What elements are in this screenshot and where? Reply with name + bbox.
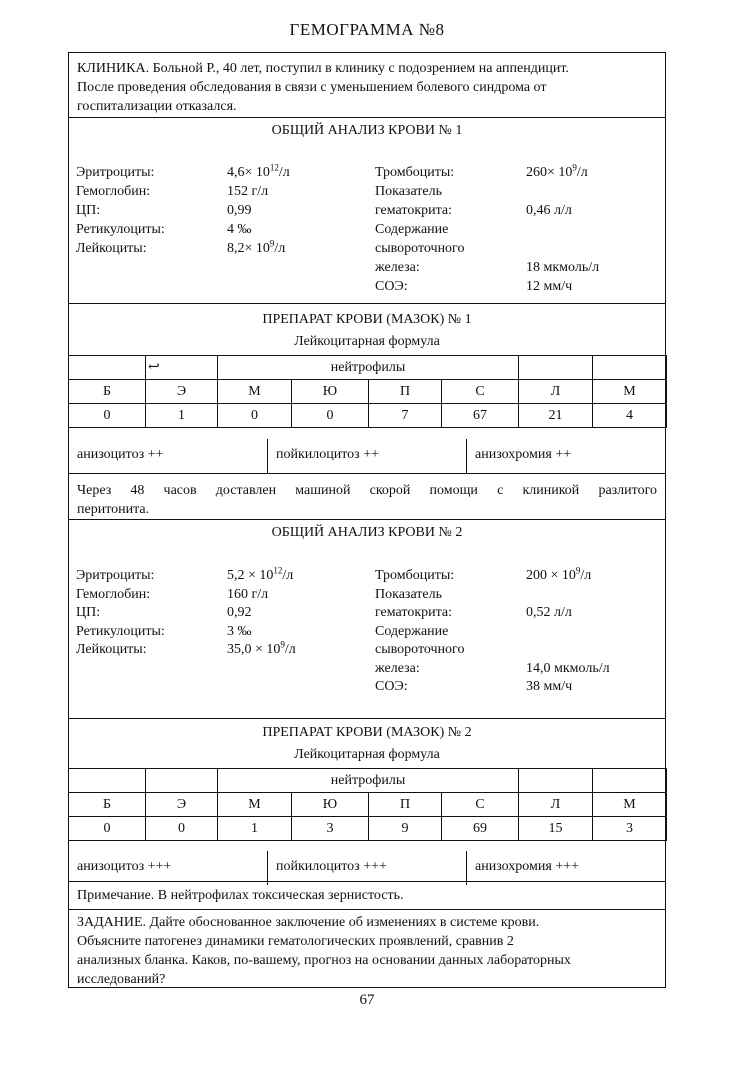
analysis2-title: ОБЩИЙ АНАЛИЗ КРОВИ № 2 (271, 525, 463, 540)
transition-text (77, 481, 657, 519)
smear1-morphology (69, 439, 665, 473)
field-label: Ретикулоциты: (76, 222, 165, 237)
cell-basophils-header: Б (69, 793, 146, 817)
field-value: 3 ‰ (227, 623, 252, 639)
poikilocytosis-note: пойкилоцитоз ++ (267, 439, 466, 473)
table-cell (519, 356, 593, 380)
field-label: Показатель (375, 586, 442, 602)
cell-band-value: 7 (369, 404, 442, 428)
table-cell (69, 769, 146, 793)
cell-basophils-header: Б (69, 380, 146, 404)
field-label: сывороточного (375, 241, 465, 256)
field-value: 152 г/л (227, 184, 269, 199)
task-text (77, 913, 657, 989)
cell-band-header: П (369, 380, 442, 404)
field-label: железа: (375, 660, 420, 676)
cell-monocytes-header: М (593, 793, 667, 817)
field-label: Лейкоциты: (76, 241, 147, 256)
field-label: Гемоглобин: (76, 184, 151, 199)
table-row (69, 380, 667, 404)
divider (69, 473, 665, 474)
task-line: Объясните патогенез динамики гематологических проявлений, сравнив 2 (77, 934, 514, 949)
field-value: 0,99 (227, 203, 252, 218)
divider (69, 303, 665, 304)
field-value: $8,2\times 10^9/л$ (227, 238, 286, 256)
divider (69, 718, 665, 719)
field-label: гематокрита: (375, 203, 453, 218)
cell-basophils-value: 0 (69, 817, 146, 841)
table-row (69, 817, 667, 841)
clinic-line: КЛИНИКА. Больной Р., 40 лет, поступил в клинику с подозрением на аппендицит. (77, 61, 569, 76)
field-label: ЦП: (76, 203, 101, 218)
cell-myelocytes-header: М (218, 380, 292, 404)
cell-metamyelocytes-value: 0 (292, 404, 369, 428)
table-cell (69, 356, 146, 380)
cell-eosinophils-header: Э (146, 793, 218, 817)
field-value: $4,6\times 10^{12}/л$ (227, 162, 290, 180)
cell-myelocytes-value: 0 (218, 404, 292, 428)
anisochromia-note: анизохромия ++ (466, 439, 665, 473)
cell-myelocytes-header: М (218, 793, 292, 817)
cell-monocytes-header: М (593, 380, 667, 404)
table-row (69, 793, 667, 817)
curly-arrow-icon: ↩ (146, 356, 218, 380)
field-label: Тромбоциты: (375, 165, 455, 180)
field-value: 4 ‰ (227, 222, 252, 237)
table-cell (146, 769, 218, 793)
transition-line: Через 48 часов доставлен машиной скорой помощи с клиникой разлитого (77, 483, 657, 498)
field-value: $35,0 \times 10^9/л$ (227, 639, 296, 657)
smear2-table (68, 768, 667, 841)
field-value: 160 г/л (227, 586, 269, 602)
field-label: Ретикулоциты: (76, 623, 165, 639)
smear2-morphology (69, 851, 665, 885)
anisocytosis-note: анизоцитоз ++ (77, 447, 164, 462)
anisochromia-note: анизохромия +++ (466, 851, 665, 885)
task-line: ЗАДАНИЕ. Дайте обоснованное заключение об изменениях в системе крови. (77, 915, 540, 930)
field-value: 0,46 л/л (526, 203, 572, 218)
smear2-title: ПРЕПАРАТ КРОВИ (МАЗОК) № 2 (262, 725, 472, 740)
cell-monocytes-value: 4 (593, 404, 667, 428)
cell-band-value: 9 (369, 817, 442, 841)
field-label: Тромбоциты: (375, 568, 455, 583)
neutrophils-header: нейтрофилы (218, 356, 519, 380)
divider (69, 117, 665, 118)
cell-eosinophils-value: 1 (146, 404, 218, 428)
divider (69, 881, 665, 882)
table-row (69, 769, 667, 793)
cell-lymphocytes-value: 15 (519, 817, 593, 841)
field-value: 14,0 мкмоль/л (526, 660, 610, 676)
clinic-line: После проведения обследования в связи с уменьшением болевого синдрома от (77, 80, 547, 95)
page-title: ГЕМОГРАММА №8 (289, 20, 445, 39)
cell-segmented-header: С (442, 793, 519, 817)
anisocytosis-note: анизоцитоз +++ (77, 859, 172, 874)
divider (69, 519, 665, 520)
smear1-title: ПРЕПАРАТ КРОВИ (МАЗОК) № 1 (262, 312, 472, 327)
field-label: гематокрита: (375, 605, 453, 620)
cell-band-header: П (369, 793, 442, 817)
cell-metamyelocytes-header: Ю (292, 793, 369, 817)
table-cell (593, 356, 667, 380)
clinic-line: госпитализации отказался. (77, 99, 237, 114)
note-text: Примечание. В нейтрофилах токсическая зернистость. (77, 888, 404, 903)
field-value: 0,52 л/л (526, 605, 572, 620)
field-label: Эритроциты: (76, 568, 155, 583)
table-row (69, 404, 667, 428)
field-value: 18 мкмоль/л (526, 260, 600, 275)
field-label: СОЭ: (375, 679, 408, 694)
task-line: исследований? (77, 972, 166, 987)
table-cell (519, 769, 593, 793)
clinic-text (77, 59, 657, 116)
divider (69, 909, 665, 910)
field-value: 12 мм/ч (526, 279, 573, 294)
task-line: анализных бланка. Каков, по-вашему, прогноз на основании данных лабораторных (77, 953, 571, 968)
cell-lymphocytes-header: Л (519, 793, 593, 817)
cell-eosinophils-value: 0 (146, 817, 218, 841)
smear1-table (68, 355, 667, 428)
field-label: Эритроциты: (76, 165, 155, 180)
cell-basophils-value: 0 (69, 404, 146, 428)
field-label: Содержание (375, 623, 449, 639)
field-label: железа: (375, 260, 420, 275)
field-label: ЦП: (76, 605, 101, 620)
field-value: $260\times 10^9/л$ (526, 162, 588, 180)
field-label: СОЭ: (375, 279, 408, 294)
field-label: сывороточного (375, 642, 465, 657)
field-label: Лейкоциты: (76, 642, 147, 657)
field-value: $200 \times 10^9/л$ (526, 565, 592, 583)
cell-metamyelocytes-header: Ю (292, 380, 369, 404)
hemogram-form (68, 52, 666, 988)
field-label: Показатель (375, 184, 442, 199)
cell-myelocytes-value: 1 (218, 817, 292, 841)
field-value: 0,92 (227, 605, 252, 620)
cell-segmented-value: 69 (442, 817, 519, 841)
field-value: $5,2 \times 10^{12}/л$ (227, 565, 294, 583)
field-value: 38 мм/ч (526, 679, 573, 694)
table-row (69, 356, 667, 380)
cell-lymphocytes-header: Л (519, 380, 593, 404)
cell-segmented-header: С (442, 380, 519, 404)
transition-line: перитонита. (77, 502, 150, 517)
page-number: 67 (359, 992, 375, 1008)
cell-eosinophils-header: Э (146, 380, 218, 404)
neutrophils-header: нейтрофилы (218, 769, 519, 793)
poikilocytosis-note: пойкилоцитоз +++ (267, 851, 466, 885)
smear1-subtitle: Лейкоцитарная формула (294, 334, 440, 349)
cell-segmented-value: 67 (442, 404, 519, 428)
analysis1-title: ОБЩИЙ АНАЛИЗ КРОВИ № 1 (271, 123, 463, 138)
table-cell (593, 769, 667, 793)
cell-metamyelocytes-value: 3 (292, 817, 369, 841)
field-label: Содержание (375, 222, 449, 237)
field-label: Гемоглобин: (76, 586, 151, 602)
cell-monocytes-value: 3 (593, 817, 667, 841)
cell-lymphocytes-value: 21 (519, 404, 593, 428)
smear2-subtitle: Лейкоцитарная формула (294, 747, 440, 762)
